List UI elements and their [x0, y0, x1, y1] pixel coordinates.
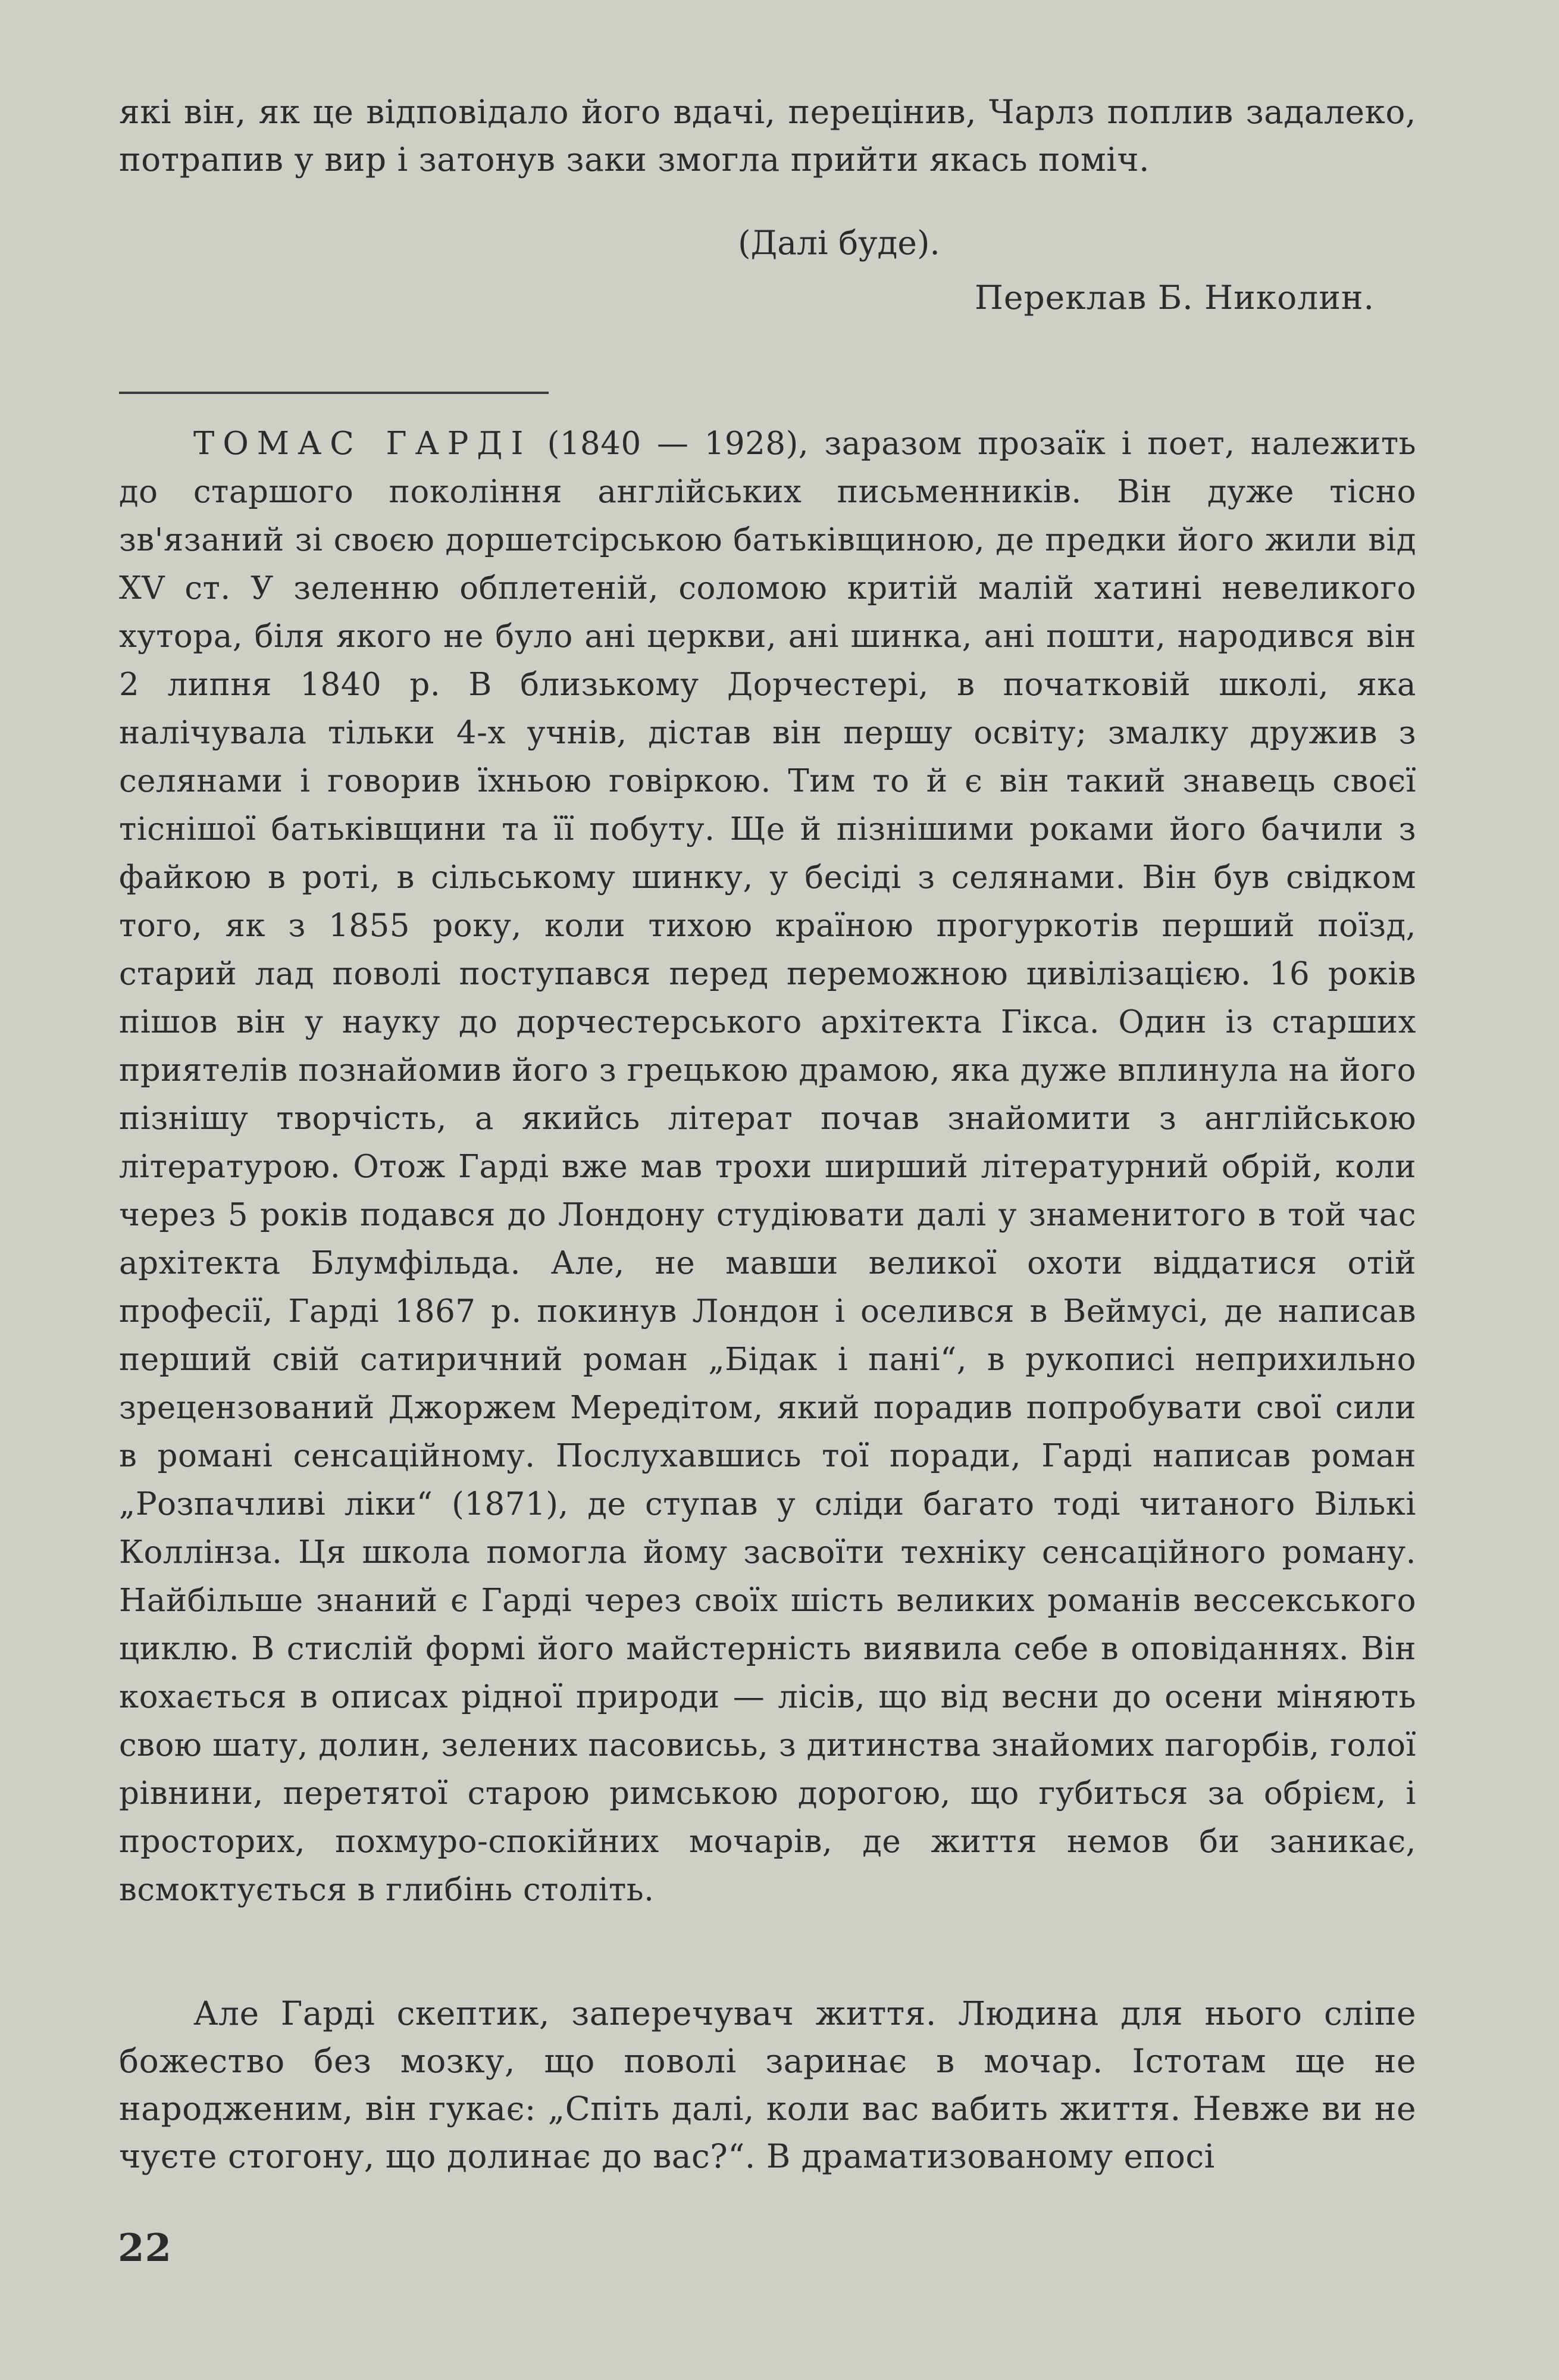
- continuation-paragraph: які він, як це відповідало його вдачі, перецінив, Чарлз поплив задалеко, потрапив у вир і затонув заки змогла прийти якась поміч.: [119, 93, 1416, 179]
- biography-second-section: [119, 1990, 1416, 2180]
- to-be-continued-note: (Далі буде).: [738, 224, 940, 262]
- author-biography: [119, 420, 1416, 1914]
- story-continuation: [119, 88, 1416, 183]
- translator-credit: Переклав Б. Николин.: [974, 279, 1375, 317]
- biography-paragraph-1-text: (1840 — 1928), заразом прозаїк і поет, належить до старшого покоління англійських письменників. Він дуже тісно зв'язаний зі своєю доршетсірською батьківщиною, де предки його жили від XV ст. У зеленню обплетеній, соломою критій малій хатині невеликого хутора, біля якого не було ані церкви, ані шинка, ані пошти, народився він 2 липня 1840 р. В близькому Дорчестері, в початковій школі, яка налічувала тільки 4-х учнів, дістав він першу освіту; змалку дружив з селянами і говорив їхньою говіркою. Тим то й є він такий знавець своєї тіснішої батьківщини та її побуту. Ще й пізнішими роками його бачили з файкою в роті, в сільському шинку, у бесіді з селянами. Він був свідком того, як з 1855 року, коли тихою країною прогуркотів перший поїзд, старий лад поволі поступався перед переможною цивілізацією. 16 років пішов він у науку до дорчестерського архітекта Гікса. Один із старших приятелів познайомив його з грецькою драмою, яка дуже вплинула на його пізнішу творчість, а якийсь літерат почав знайомити з англійською літературою. Отож Гарді вже мав трохи ширший літературний обрій, коли через 5 років подався до Лондону студіювати далі у знаменитого в той час архітекта Блумфільда. Але, не мавши великої охоти віддатися отій професії, Гарді 1867 р. покинув Лондон і оселився в Веймусі, де написав перший свій сатиричний роман „Бідак і пані“, в рукописі неприхильно зрецензований Джоржем Мередітом, який порадив попробувати свої сили в романі сенсаційному. Послухавшись тої поради, Гарді написав роман „Розпачливі ліки“ (1871), де ступав у сліди багато тоді читаного Вількі Коллінза. Ця школа помогла йому засвоїти техніку сенсаційного роману. Найбільше знаний є Гарді через своїх шість великих романів вессекського циклю. В стислій формі його майстерність виявила себе в оповіданнях. Він кохається в описах рідної природи — лісів, що від весни до осени міняють свою шату, долин, зелених пасовисьь, з дитинства знайомих пагорбів, голої рівнини, перетятої старою римською дорогою, що губиться за обрієм, і просторих, похмуро-спокійних мочарів, де життя немов би заникає, всмоктується в глибінь століть.: [119, 426, 1417, 1908]
- biography-paragraph-2: Але Гарді скептик, заперечувач життя. Людина для нього сліпе божество без мозку, що поволі заринає в мочар. Істотам ще не народженим, він гукає: „Спіть далі, коли вас вабить життя. Невже ви не чуєте стогону, що долинає до вас?“. В драматизованому епосі: [119, 1994, 1416, 2175]
- author-name: ТОМАС ГАРДІ: [193, 426, 532, 462]
- biography-paragraph-1: [119, 420, 1416, 1914]
- page-number: 22: [118, 2226, 173, 2270]
- footnote-divider: [119, 392, 549, 394]
